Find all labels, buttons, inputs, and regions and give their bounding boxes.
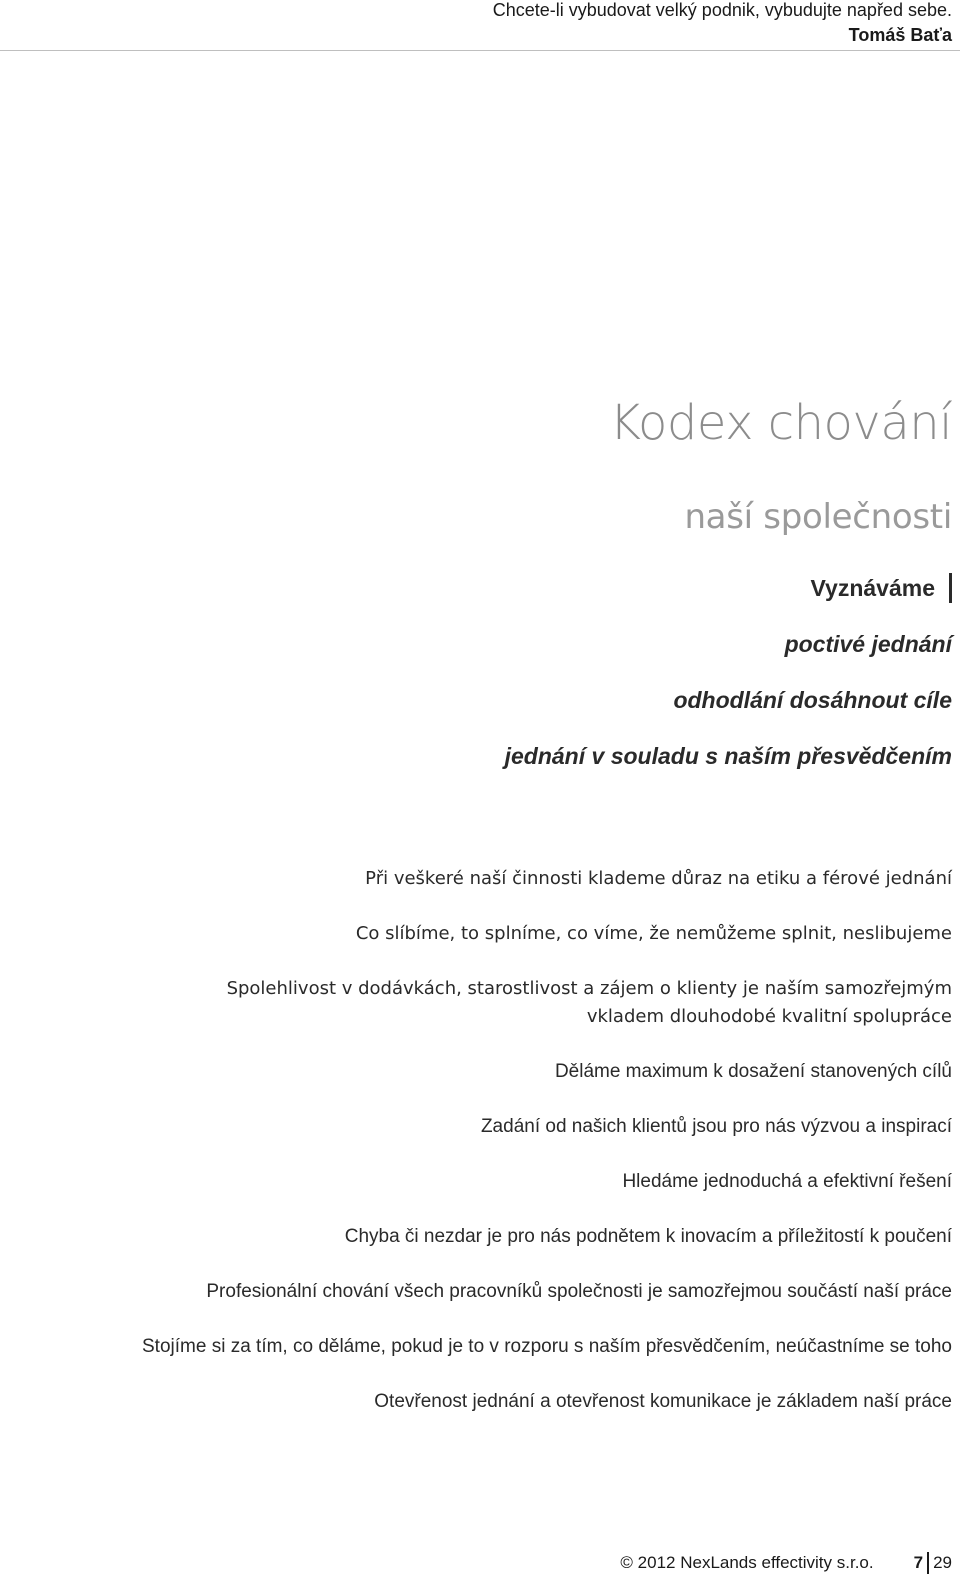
document-title: Kodex chování bbox=[609, 395, 952, 451]
statement: Co slíbíme, to splníme, co víme, že nemůžeme splnit, neslibujeme bbox=[355, 923, 952, 944]
statement: Zadání od našich klientů jsou pro nás výzvou a inspirací bbox=[480, 1116, 952, 1137]
statement: Spolehlivost v dodávkách, starostlivost a zájem o klienty je naším samozřejmým bbox=[226, 978, 952, 999]
value-item: odhodlání dosáhnout cíle bbox=[673, 687, 952, 713]
statement: Otevřenost jednání a otevřenost komunikace je základem naší práce bbox=[374, 1391, 952, 1412]
statement: vkladem dlouhodobé kvalitní spolupráce bbox=[586, 1006, 952, 1027]
document-subtitle: naší společnosti bbox=[684, 497, 952, 537]
value-item: jednání v souladu s naším přesvědčením bbox=[504, 743, 952, 769]
statements-list bbox=[40, 866, 952, 1444]
values-heading-text: Vyznáváme bbox=[810, 575, 935, 601]
statement: Při veškeré naší činnosti klademe důraz na etiku a férové jednání bbox=[365, 868, 952, 889]
page-footer bbox=[620, 1552, 952, 1574]
header-author: Tomáš Baťa bbox=[848, 25, 952, 45]
values-section bbox=[505, 568, 952, 776]
statement: Chyba či nezdar je pro nás podnětem k inovacím a příležitostí k poučení bbox=[344, 1226, 952, 1247]
page-header bbox=[0, 0, 952, 46]
value-item: poctivé jednání bbox=[784, 631, 952, 657]
footer-copyright: © 2012 NexLands effectivity s.r.o. bbox=[620, 1553, 874, 1572]
statement: Stojíme si za tím, co děláme, pokud je to v rozporu s naším přesvědčením, neúčastníme se toho bbox=[142, 1336, 952, 1357]
page-separator bbox=[927, 1552, 929, 1574]
values-heading bbox=[811, 568, 952, 608]
statement: Hledáme jednoduchá a efektivní řešení bbox=[622, 1171, 952, 1192]
header-quote: Chcete-li vybudovat velký podnik, vybudujte napřed sebe. bbox=[492, 0, 952, 20]
statement: Profesionální chování všech pracovníků společnosti je samozřejmou součástí naší práce bbox=[206, 1281, 952, 1302]
header-divider bbox=[0, 50, 960, 51]
values-heading-bar bbox=[949, 573, 952, 603]
page-total: 29 bbox=[933, 1553, 952, 1572]
page-number: 7 bbox=[913, 1553, 924, 1572]
statement: Děláme maximum k dosažení stanovených cílů bbox=[554, 1061, 952, 1082]
